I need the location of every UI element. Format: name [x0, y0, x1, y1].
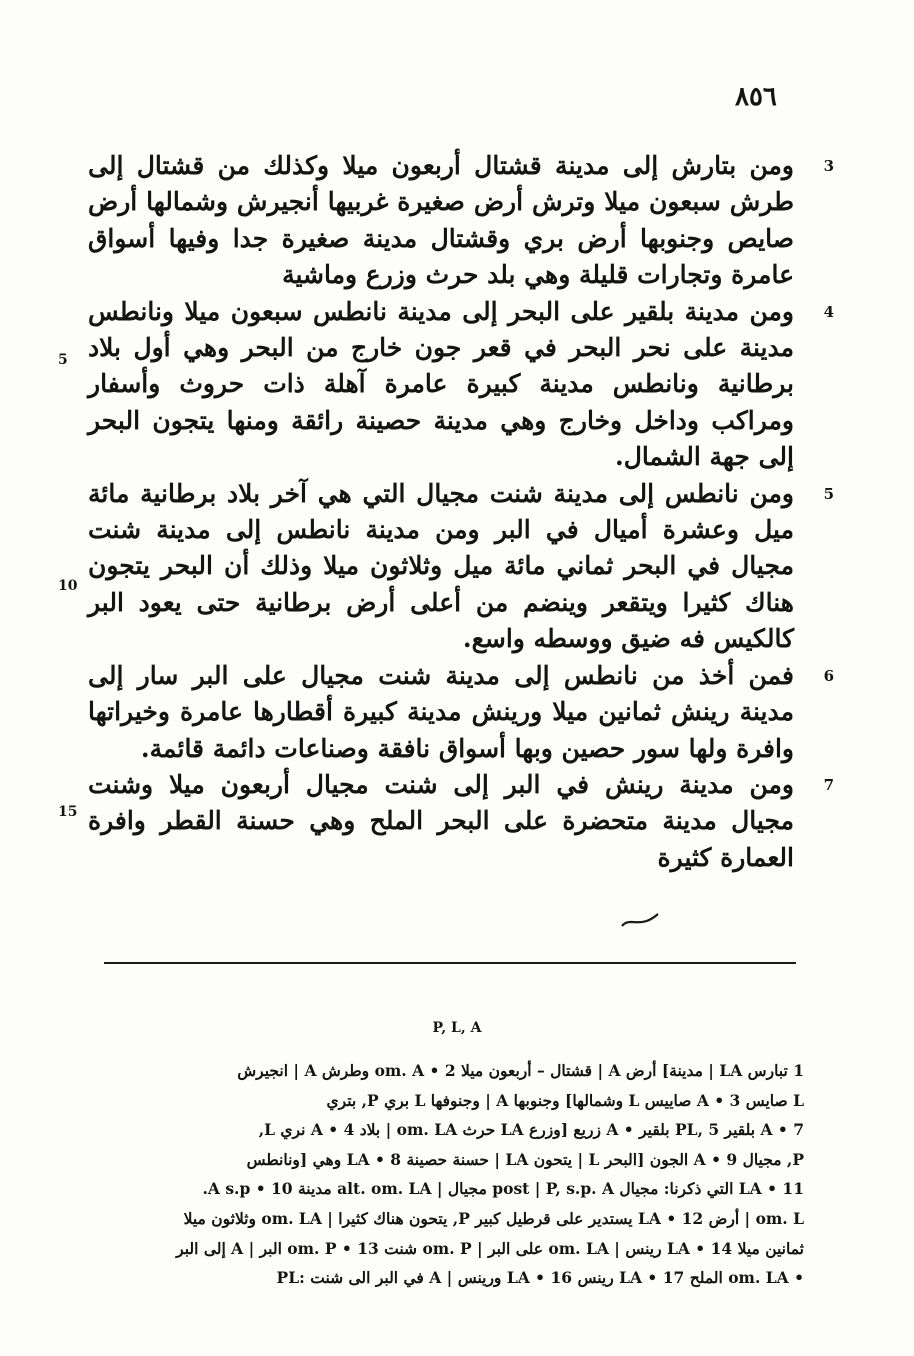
paragraph	[88, 148, 834, 294]
paragraph-text: ومن مدينة بلقير على البحر إلى مدينة نانطس سبعون ميلا ونانطس مدينة على نحر البحر في قعر جون خارج من البحر وهي أول بلاد برطانية ونانطس مدينة كبيرة عامرة آهلة ذات حروث وأسفار ومراكب وداخل وخارج وهي مدينة حصينة رائقة ومنها يتجون البحر إلى جهة الشمال.	[88, 296, 794, 472]
paragraph-text: ومن بتارش إلى مدينة قشتال أربعون ميلا وكذلك من قشتال إلى طرش سبعون ميلا وترش أرض صغيرة غربيها أنجيرش وشمالها أرض صايص وجنوبها أرض بري وقشتال مدينة صغيرة جدا وفيها أسواق عامرة وتجارات قليلة وهي بلد حرث وزرع وماشية	[88, 151, 794, 290]
apparatus-line: ثمانين ميلا 14 • LA رينس | om. LA على البر | om. P شنت 13 • om. P البر | A إلى البر	[176, 1238, 804, 1258]
paragraph-number: 5	[823, 484, 834, 503]
ink-mark	[620, 906, 660, 932]
apparatus-line: 7 • A بلقير PL, 5 بلقير • A زريع [وزرع LA حرث om. LA | بلاد 4 • A نري L,	[258, 1120, 804, 1140]
paragraph-number: 6	[823, 666, 834, 685]
footnote-rule	[104, 962, 796, 964]
paragraph	[88, 294, 834, 476]
apparatus-line: P, مجيال 9 • A الجون [البحر L | يتحون LA | حسنة حصينة 8 • LA وهي [ونانطس	[246, 1149, 804, 1169]
apparatus-line: • om. LA الملح 17 • LA رينس 16 • LA ورينس | A في البر الى شنت :PL	[276, 1268, 804, 1288]
paragraph-text: ومن مدينة رينش في البر إلى شنت مجيال أربعون ميلا وشنت مجيال مدينة متحضرة على البحر الملح وهي حسنة القطر وافرة العمارة كثيرة	[88, 769, 794, 872]
line-marker: 5	[58, 352, 68, 368]
page-number: ٨٥٦	[735, 82, 777, 112]
paragraph-number: 3	[823, 157, 834, 175]
paragraph	[88, 476, 834, 658]
manuscript-sigla: P, L, A	[432, 1020, 482, 1036]
apparatus-line: L صايس A • 3 صاييس L وشمالها] وجنوبها A | وجنوفها L بري P, بتري	[326, 1090, 804, 1110]
paragraph	[88, 767, 834, 876]
paragraph-text: فمن أخذ من نانطس إلى مدينة شنت مجيال على البر سار إلى مدينة رينش ثمانين ميلا ورينش مدينة كبيرة أقطارها عامرة وخيراتها وافرة ولها سور حصين وبها أسواق نافقة وصناعات دائمة قائمة.	[88, 660, 794, 763]
paragraph-text: ومن نانطس إلى مدينة شنت مجيال التي هي آخر بلاد برطانية مائة ميل وعشرة أميال في البر ومن مدينة نانطس إلى مدينة شنت مجيال في البحر ثماني مائة ميل وثلاثون ميلا وذلك أن البحر يتجون هناك كثيرا ويتقعر وينضم من أعلى أرض برطانية حتى يعود البر كالكيس فه ضيق ووسطه واسع.	[88, 478, 794, 654]
line-marker: 10	[58, 578, 78, 594]
paragraph	[88, 658, 834, 767]
apparatus-line: om. L | أرض 12 • LA يستدير على قرطيل كبير P, يتحون هناك كثيرا | om. LA وثلاثون ميلا	[183, 1208, 804, 1228]
apparatus-line: 11 • LA التي ذكرنا: مجيال post | P, s.p. A مجيال | alt. om. LA مدينة 10 • A s.p.	[202, 1179, 804, 1199]
critical-apparatus	[104, 1056, 804, 1293]
paragraph-number: 4	[823, 302, 834, 321]
apparatus-line: 1 تبارس LA | مدينة] أرض A | قشتال – أربعون ميلا om. A • 2 وطرش A | انجيرش	[237, 1061, 804, 1080]
paragraph-number: 7	[823, 775, 834, 794]
line-marker: 15	[58, 804, 78, 820]
main-text	[88, 148, 834, 876]
